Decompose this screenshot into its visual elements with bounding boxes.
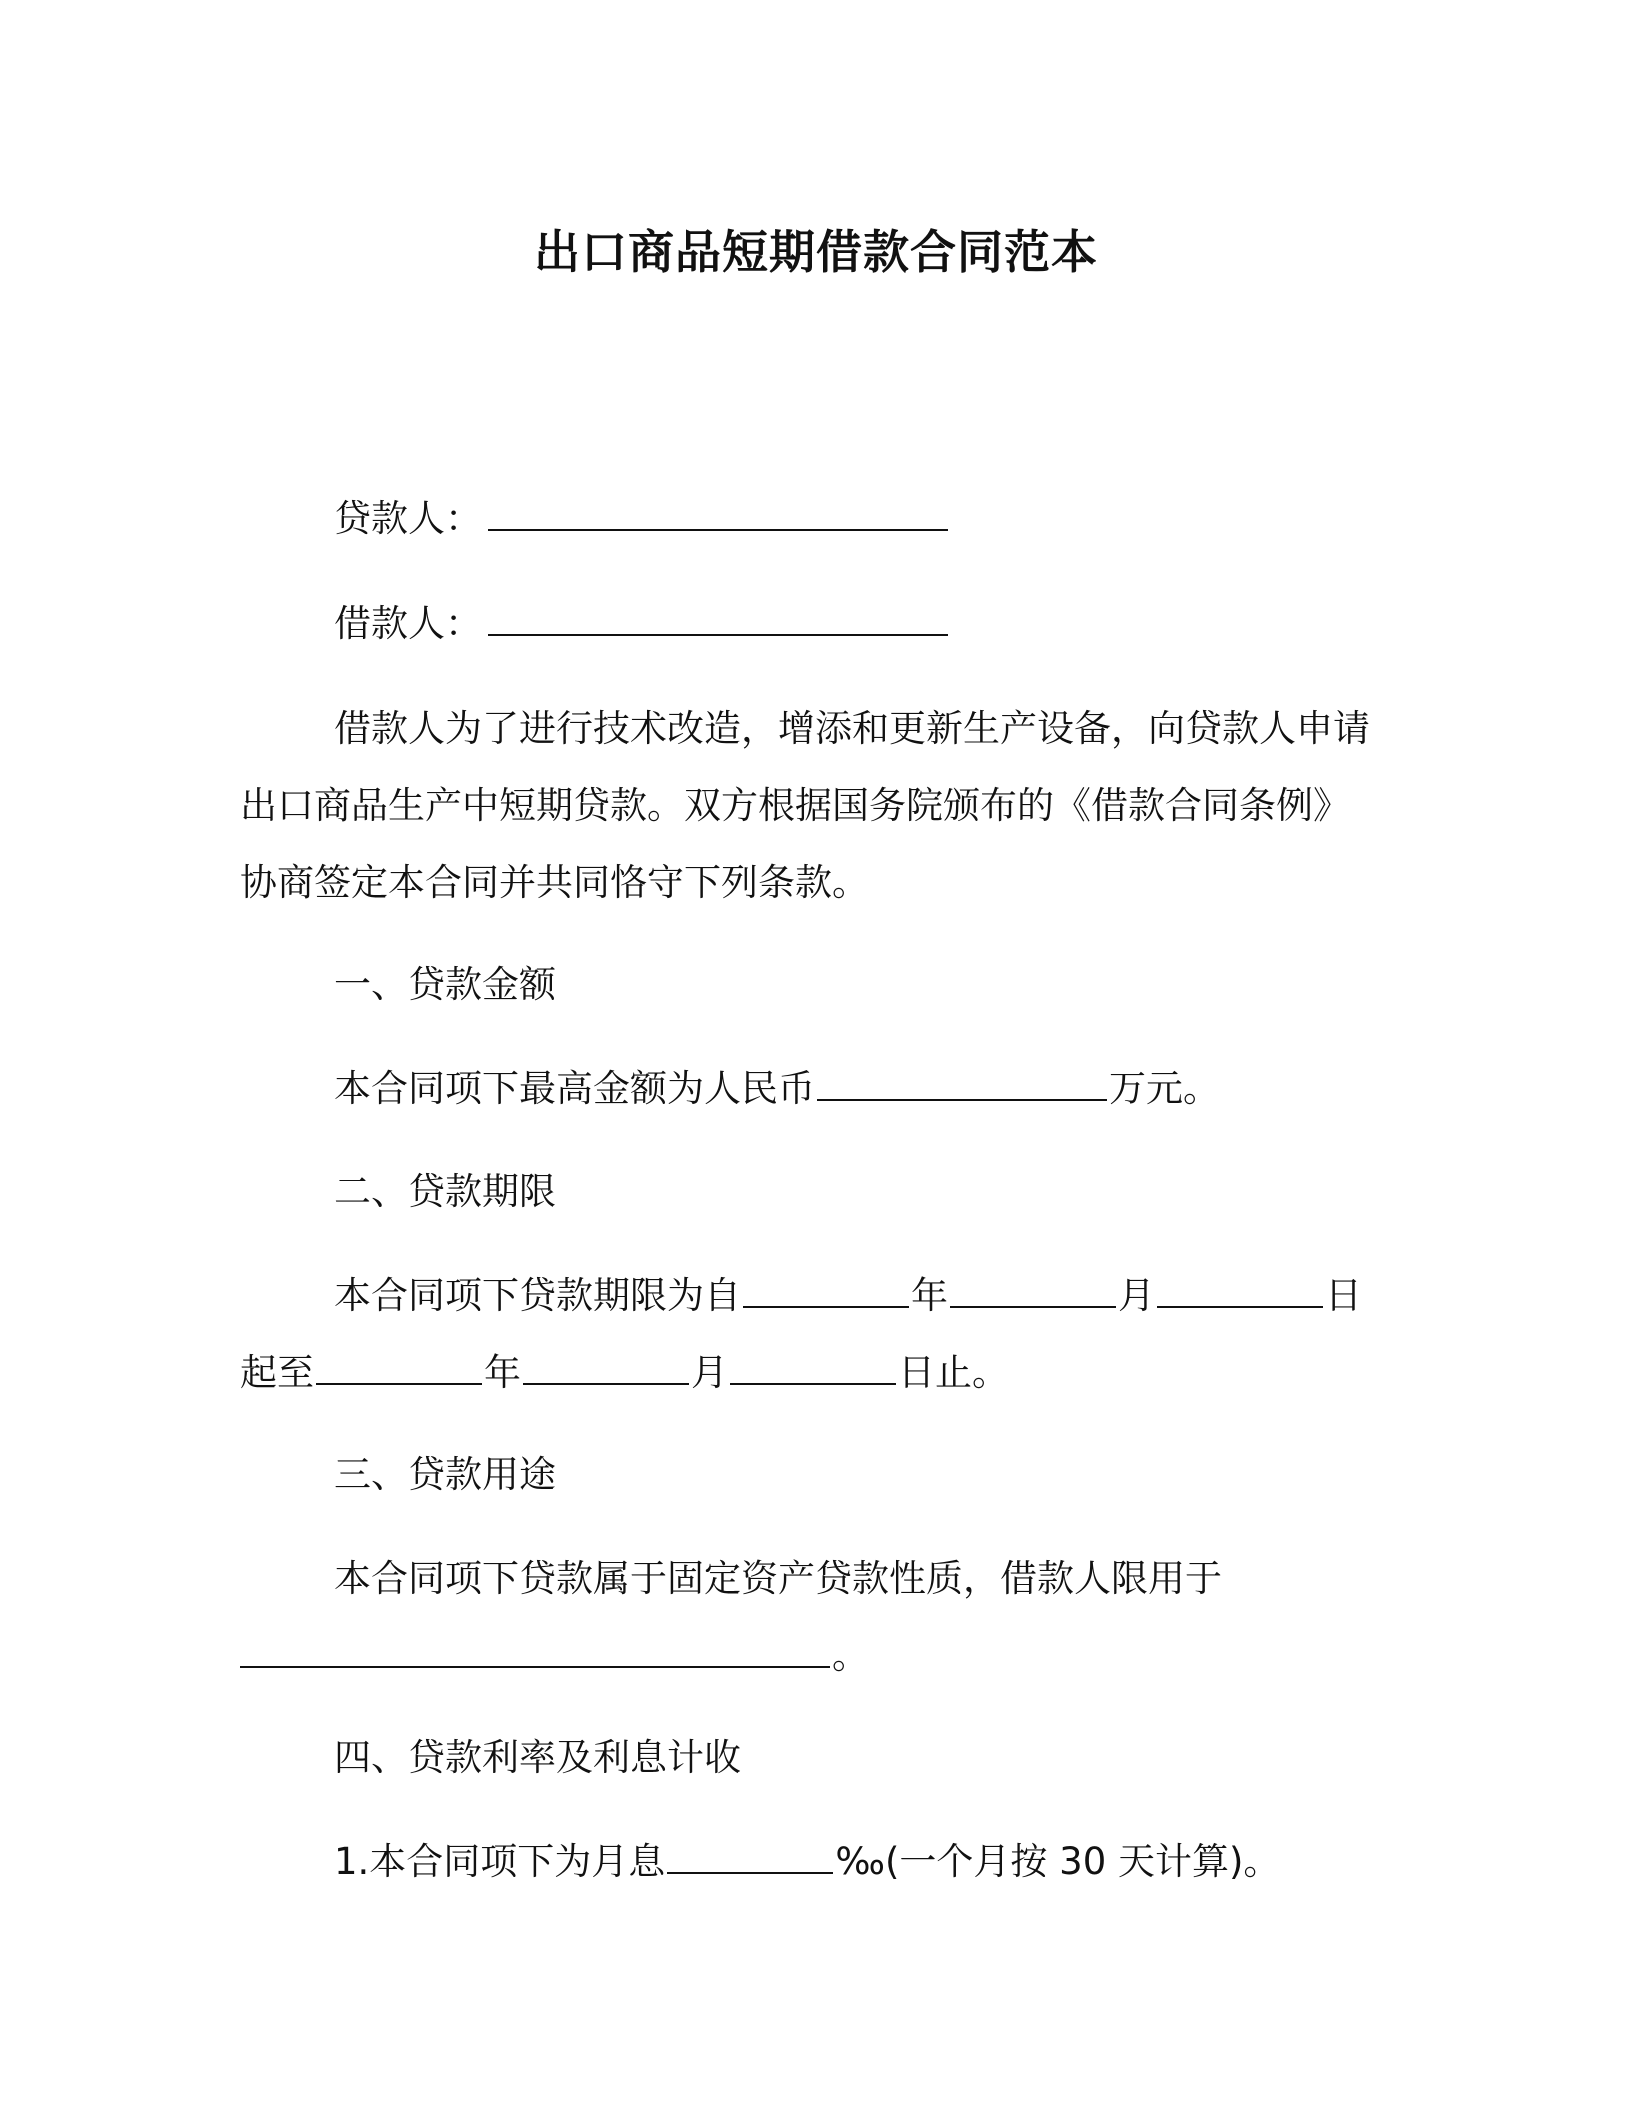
section-heading-term: 二、贷款期限 — [334, 1170, 556, 1213]
lender-blank[interactable] — [488, 499, 948, 531]
lender-line — [334, 495, 948, 543]
borrower-blank[interactable] — [488, 604, 948, 636]
end-month-blank[interactable] — [523, 1353, 689, 1385]
purpose-line-1: 本合同项下贷款属于固定资产贷款性质，借款人限用于 — [334, 1557, 1222, 1600]
borrower-line — [334, 600, 948, 648]
purpose-end: 。 — [832, 1634, 869, 1677]
amount-unit: 万元。 — [1109, 1067, 1220, 1110]
borrower-label: 借款人： — [334, 602, 482, 645]
section-heading-purpose: 三、贷款用途 — [334, 1453, 556, 1496]
purpose-line-2 — [240, 1632, 869, 1680]
term-end-text: 起至 — [240, 1351, 314, 1394]
intro-line-3: 协商签定本合同并共同恪守下列条款。 — [240, 861, 869, 904]
term-line-2 — [240, 1349, 1009, 1397]
start-day-blank[interactable] — [1157, 1276, 1323, 1308]
start-year-blank[interactable] — [743, 1276, 909, 1308]
amount-clause — [334, 1065, 1220, 1113]
day-label: 日 — [1325, 1274, 1362, 1317]
section-heading-amount: 一、贷款金额 — [334, 963, 556, 1006]
section-heading-interest: 四、贷款利率及利息计收 — [334, 1736, 741, 1779]
amount-text: 本合同项下最高金额为人民币 — [334, 1067, 815, 1110]
term-start-text: 本合同项下贷款期限为自 — [334, 1274, 741, 1317]
amount-blank[interactable] — [817, 1069, 1107, 1101]
year-label: 年 — [911, 1274, 948, 1317]
term-line-1 — [334, 1272, 1362, 1320]
term-end-label: 日止。 — [898, 1351, 1009, 1394]
month-label: 月 — [691, 1351, 728, 1394]
month-label: 月 — [1118, 1274, 1155, 1317]
intro-line-2: 出口商品生产中短期贷款。双方根据国务院颁布的《借款合同条例》 — [240, 784, 1350, 827]
year-label: 年 — [484, 1351, 521, 1394]
end-year-blank[interactable] — [316, 1353, 482, 1385]
interest-unit: ‰(一个月按 30 天计算)。 — [835, 1840, 1281, 1883]
start-month-blank[interactable] — [950, 1276, 1116, 1308]
lender-label: 贷款人： — [334, 497, 482, 540]
intro-line-1: 借款人为了进行技术改造，增添和更新生产设备，向贷款人申请 — [334, 707, 1370, 750]
interest-text: 1.本合同项下为月息 — [334, 1840, 666, 1883]
interest-rate-blank[interactable] — [667, 1842, 833, 1874]
purpose-blank[interactable] — [240, 1636, 830, 1668]
end-day-blank[interactable] — [730, 1353, 896, 1385]
document-title: 出口商品短期借款合同范本 — [534, 225, 1098, 279]
interest-item-1 — [334, 1838, 1280, 1886]
